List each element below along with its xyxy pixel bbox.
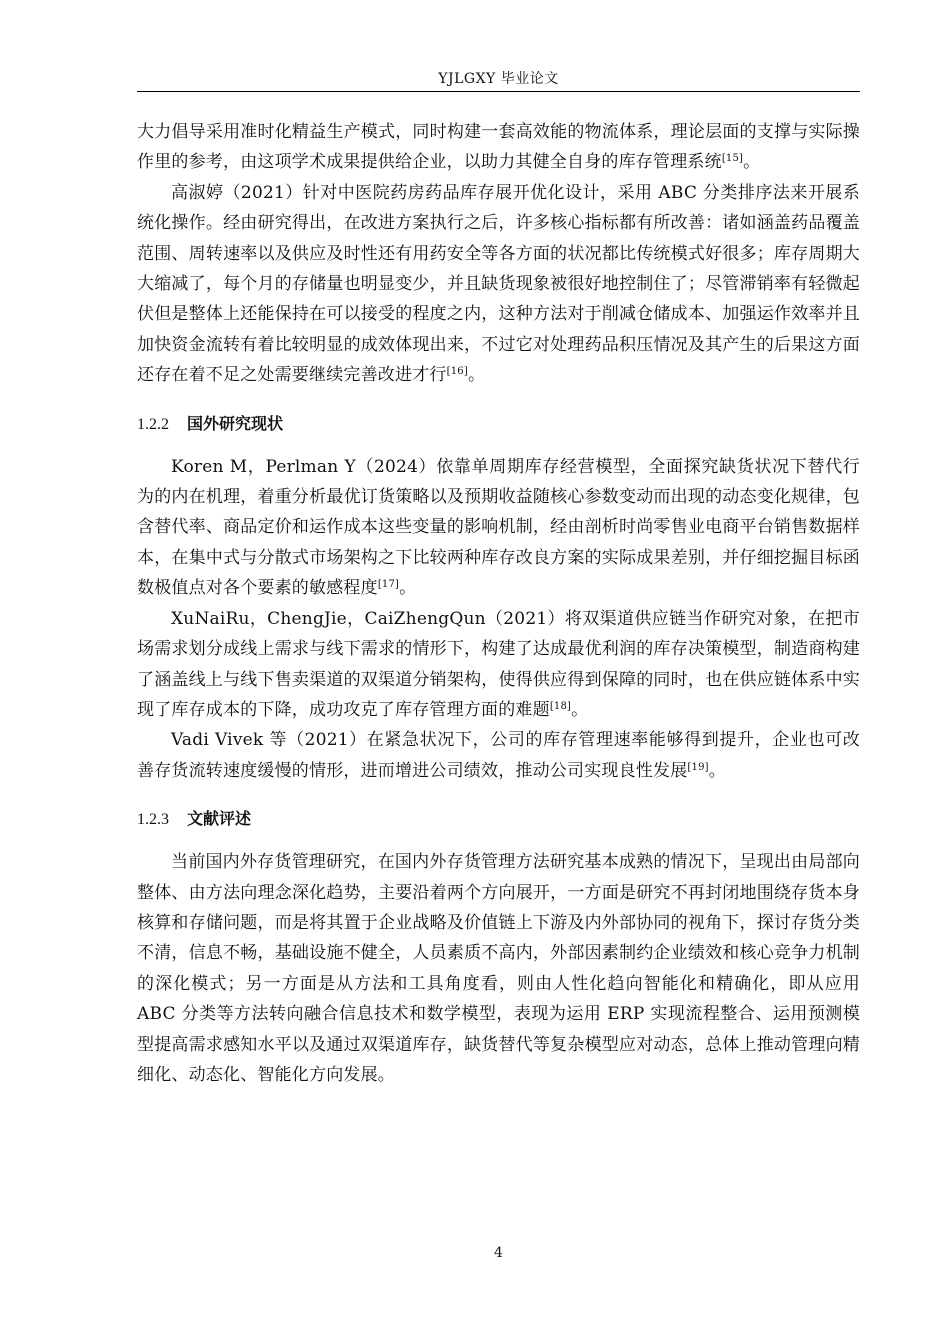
citation-ref: [15] <box>721 153 744 165</box>
citation-ref: [19] <box>687 761 709 773</box>
paragraph-tail: 。 <box>467 365 486 386</box>
citation-ref: [17] <box>377 579 400 591</box>
paragraph-text: Koren M，Perlman Y（2024）依靠单周期库存经营模型，全面探究缺货状况下替代行为的内在机理，着重分析最优订货策略以及预期收益随核心参数变动而出现的动态变化规律，包含替代率、商品定价和运作成本这些变量的影响机制，经由剖析时尚零售业电商平台销售数据样本，在集中式与分散式市场架构之下比较两种库存改良方案的实际成果差别，并仔细挖掘目标函数极值点对各个要素的敏感程度 <box>137 456 860 599</box>
paragraph-text: 大力倡导采用准时化精益生产模式，同时构建一套高效能的物流体系，理论层面的支撑与实际操作里的参考，由这项学术成果提供给企业，以助力其健全自身的库存管理系统 <box>137 122 860 173</box>
spacer <box>137 391 860 413</box>
section-title: 文献评述 <box>187 809 252 829</box>
spacer <box>137 436 860 452</box>
body-paragraph <box>137 847 860 1090</box>
section-number: 1.2.2 <box>137 415 169 433</box>
header-rule <box>137 91 860 92</box>
citation-ref: [16] <box>446 366 468 378</box>
body-paragraph <box>137 117 860 178</box>
body-paragraph <box>137 725 860 786</box>
page-number: 4 <box>494 1245 503 1261</box>
paragraph-text: XuNaiRu，ChengJie，CaiZhengQun（2021）将双渠道供应链当作研究对象，在把市场需求划分成线上需求与线下需求的情形下，构建了达成最优利润的库存决策模型，制造商构建了涵盖线上与线下售卖渠道的双渠道分销架构，使得供应得到保障的同时，也在供应链体系中实现了库存成本的下降，成功攻克了库存管理方面的难题 <box>137 608 860 720</box>
spacer <box>137 786 860 808</box>
paragraph-tail: 。 <box>399 578 417 599</box>
paragraph-text: Vadi Vivek 等（2021）在紧急状况下，公司的库存管理速率能够得到提升，企业也可改善存货流转速度缓慢的情形，进而增进公司绩效，推动公司实现良性发展 <box>137 730 860 781</box>
running-header: YJLGXY 毕业论文 <box>438 71 559 87</box>
paragraph-tail: 。 <box>708 760 726 781</box>
section-heading <box>137 413 860 436</box>
document-body <box>137 117 860 1090</box>
paragraph-text: 高淑婷（2021）针对中医院药房药品库存展开优化设计，采用 ABC 分类排序法来开展系统化操作。经由研究得出，在改进方案执行之后，许多核心指标都有所改善：诸如涵盖药品覆盖范围、周转速率以及供应及时性还有用药安全等各方面的状况都比传统模式好很多；库存周期大大缩减了，每个月的存储量也明显变少，并且缺货现象被很好地控制住了；尽管滞销率有轻微起伏但是整体上还能保持在可以接受的程度之内，这种方法对于削减仓储成本、加强运作效率并且加快资金流转有着比较明显的成效体现出来，不过它对处理药品积压情况及其产生的后果这方面还存在着不足之处需要继续完善改进才行 <box>137 182 860 386</box>
body-paragraph <box>137 604 860 726</box>
paragraph-text: 当前国内外存货管理研究，在国内外存货管理方法研究基本成熟的情况下，呈现出由局部向整体、由方法向理念深化趋势，主要沿着两个方向展开，一方面是研究不再封闭地围绕存货本身核算和存储问题，而是将其置于企业战略及价值链上下游及内外部协同的视角下，探讨存货分类不清，信息不畅，基础设施不健全，人员素质不高内，外部因素制约企业绩效和核心竞争力机制的深化模式；另一方面是从方法和工具角度看，则由人性化趋向智能化和精确化，即从应用 ABC 分类等方法转向融合信息技术和数学模型，表现为运用 ERP 实现流程整合、运用预测模型提高需求感知水平以及通过双渠道库存，缺货替代等复杂模型应对动态，总体上推动管理向精细化、动态化、智能化方向发展。 <box>137 852 860 1085</box>
body-paragraph <box>137 178 860 391</box>
paragraph-tail: 。 <box>571 699 589 720</box>
citation-ref: [18] <box>549 700 572 712</box>
paragraph-tail: 。 <box>743 152 761 173</box>
spacer <box>137 831 860 847</box>
body-paragraph <box>137 452 860 604</box>
section-heading <box>137 808 860 831</box>
section-title: 国外研究现状 <box>187 413 284 433</box>
section-number: 1.2.3 <box>137 811 169 829</box>
